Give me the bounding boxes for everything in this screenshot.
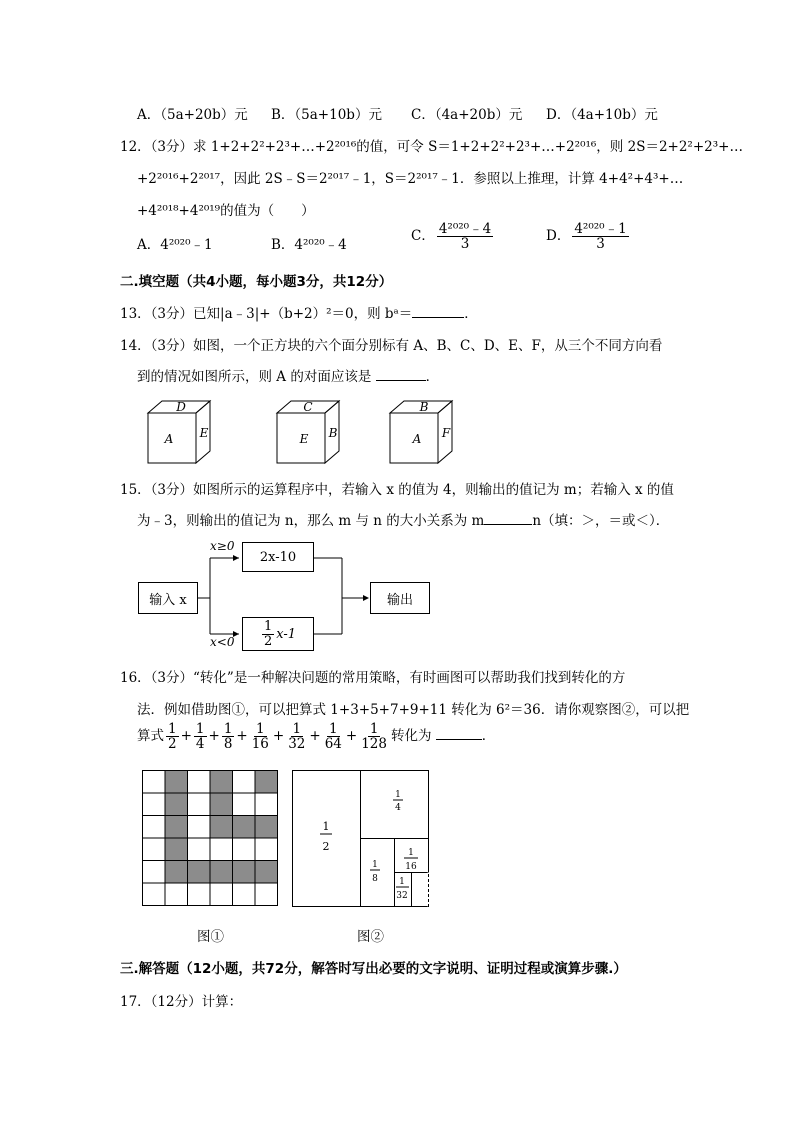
svg-text:1: 1 bbox=[399, 877, 405, 887]
section-heading-solutions: 三.解答题（12小题，共72分，解答时写出必要的文字说明、证明过程或演算步骤.） bbox=[120, 961, 627, 977]
cube-2-front-label: E bbox=[299, 432, 309, 446]
cube-2-top-label: C bbox=[303, 400, 313, 414]
q12-line1: 12．（3分）求 1+2+2²+2³+…+2²⁰¹⁶的值，可令 S＝1+2+2²+2³+…+2²⁰¹⁶，则 2S＝2+2²+2³+… bbox=[120, 139, 743, 155]
flow-top-box: 2x-10 bbox=[242, 542, 314, 572]
q13-text: 13．（3分）已知|a﹣3|+（b+2）²＝0，则 bᵃ＝ ． bbox=[120, 306, 478, 322]
q12-option-b: B．4²⁰²⁰﹣4 bbox=[271, 237, 347, 253]
grid-cell bbox=[188, 771, 211, 794]
fig2-half-den: 2 bbox=[322, 840, 330, 853]
grid-cell bbox=[143, 771, 166, 794]
grid-cell bbox=[255, 883, 278, 906]
q11-option-d: D．（4a+10b）元 bbox=[546, 107, 658, 123]
grid-cell bbox=[143, 883, 166, 906]
svg-text:1: 1 bbox=[408, 848, 414, 858]
q13-answer-blank[interactable] bbox=[412, 317, 464, 318]
q16-line3: 算式 $\frac{1}{2}$ + $\frac{1}{4}$ + $\frac{1}{8}$ + $\frac{1}{16}$ + $\frac{1}{32}$ + $\frac{1}{64}$ + $\frac{1}{128}$ 转化为 ． bbox=[137, 721, 496, 752]
grid-cell bbox=[188, 883, 211, 906]
grid-cell bbox=[210, 816, 233, 839]
grid-cell bbox=[233, 861, 256, 884]
grid-cell bbox=[143, 793, 166, 816]
q16-line1: 16．（3分）“转化”是一种解决问题的常用策略，有时画图可以帮助我们找到转化的方 bbox=[120, 670, 626, 686]
q16-answer-blank[interactable] bbox=[436, 739, 482, 740]
q15-answer-blank[interactable] bbox=[484, 524, 532, 525]
q16-figure1-grid bbox=[142, 770, 282, 910]
q16-line2: 法．例如借助图①，可以把算式 1+3+5+7+9+11 转化为 6²＝36．请你观察图②，可以把 bbox=[137, 702, 690, 718]
cube-3-front-label: A bbox=[412, 432, 422, 446]
q14-answer-blank[interactable] bbox=[376, 380, 426, 381]
flow-input-box: 输入 x bbox=[138, 582, 198, 614]
q15-line1: 15．（3分）如图所示的运算程序中，若输入 x 的值为 4，则输出的值记为 m；若输入 x 的值 bbox=[120, 482, 674, 498]
fig2-eighth-den: 8 bbox=[372, 874, 378, 884]
flow-output-box: 输出 bbox=[370, 582, 430, 614]
fig2-sixteenth-den: 16 bbox=[405, 862, 417, 872]
grid-cell bbox=[255, 816, 278, 839]
grid-cell bbox=[210, 838, 233, 861]
q17-text: 17．（12分）计算： bbox=[120, 994, 243, 1010]
grid-cell bbox=[255, 771, 278, 794]
grid-cell bbox=[210, 861, 233, 884]
q14-line1: 14．（3分）如图，一个正方块的六个面分别标有 A、B、C、D、E、F，从三个不同方向看 bbox=[120, 338, 663, 354]
grid-cell bbox=[255, 838, 278, 861]
q12-line2: +2²⁰¹⁶+2²⁰¹⁷，因此 2S﹣S＝2²⁰¹⁷﹣1，S＝2²⁰¹⁷﹣1．参照以上推理，计算 4+4²+4³+… bbox=[137, 171, 684, 187]
grid-cell bbox=[143, 838, 166, 861]
flow-cond-bottom: x<0 bbox=[210, 635, 235, 648]
fig2-quarter-den: 4 bbox=[395, 803, 401, 813]
grid-cell bbox=[210, 793, 233, 816]
grid-cell bbox=[233, 883, 256, 906]
flow-bottom-box: $\frac{1}{2}$ x-1 bbox=[242, 617, 314, 651]
grid-cell bbox=[143, 816, 166, 839]
grid-cell bbox=[255, 793, 278, 816]
flow-cond-top: x≥0 bbox=[210, 539, 235, 553]
grid-cell bbox=[165, 793, 188, 816]
grid-cell bbox=[255, 861, 278, 884]
q11-option-c: C．（4a+20b）元 bbox=[411, 107, 523, 123]
q12-line3: +4²⁰¹⁸+4²⁰¹⁹的值为（ ） bbox=[137, 203, 315, 219]
grid-cell bbox=[188, 816, 211, 839]
cube-2-side-label: B bbox=[328, 426, 338, 440]
q14-line2: 到的情况如图所示，则 A 的对面应该是 ． bbox=[137, 369, 440, 385]
q12-option-a: A．4²⁰²⁰﹣1 bbox=[137, 237, 213, 253]
figure1-caption: 图① bbox=[197, 929, 224, 945]
q12-option-c: C． $\frac{\text{4²⁰²⁰﹣4}}{3}$ bbox=[411, 221, 492, 252]
q15-line2: 为﹣3，则输出的值记为 n，那么 m 与 n 的大小关系为 m n（填：＞，＝或＜）． bbox=[137, 513, 670, 529]
q11-option-b: B．（5a+10b）元 bbox=[271, 107, 382, 123]
cube-3-top-label: B bbox=[419, 400, 429, 414]
q12-option-d: D． $\frac{\text{4²⁰²⁰﹣1}}{3}$ bbox=[546, 221, 627, 252]
grid-cell bbox=[165, 838, 188, 861]
svg-text:1: 1 bbox=[372, 860, 378, 870]
grid-cell bbox=[165, 816, 188, 839]
svg-text:1: 1 bbox=[322, 820, 330, 833]
grid-cell bbox=[165, 771, 188, 794]
cube-1-side-label: E bbox=[199, 426, 209, 440]
grid-cell bbox=[165, 883, 188, 906]
q14-cube-figure bbox=[130, 395, 470, 465]
cube-2 bbox=[277, 400, 339, 463]
grid-cell bbox=[188, 793, 211, 816]
cube-3-side-label: F bbox=[441, 426, 451, 440]
grid-cell bbox=[188, 838, 211, 861]
cube-1-front-label: A bbox=[164, 432, 174, 446]
svg-text:1: 1 bbox=[395, 790, 401, 800]
grid-cell bbox=[233, 838, 256, 861]
cube-1-top-label: D bbox=[176, 400, 186, 414]
q11-option-a: A．（5a+20b）元 bbox=[137, 107, 248, 123]
figure2-caption: 图② bbox=[357, 929, 384, 945]
grid-cell bbox=[233, 816, 256, 839]
grid-cell bbox=[143, 861, 166, 884]
cube-1 bbox=[148, 400, 210, 463]
grid-cell bbox=[233, 771, 256, 794]
grid-cell bbox=[165, 861, 188, 884]
section-heading-fill-blank: 二.填空题（共4小题，每小题3分，共12分） bbox=[120, 274, 393, 290]
grid-cell bbox=[210, 771, 233, 794]
grid-cell bbox=[233, 793, 256, 816]
cube-3 bbox=[390, 400, 452, 463]
q16-figure2 bbox=[292, 770, 432, 910]
grid-cell bbox=[188, 861, 211, 884]
grid-cell bbox=[210, 883, 233, 906]
fig2-thirtysecond-den: 32 bbox=[396, 891, 408, 901]
